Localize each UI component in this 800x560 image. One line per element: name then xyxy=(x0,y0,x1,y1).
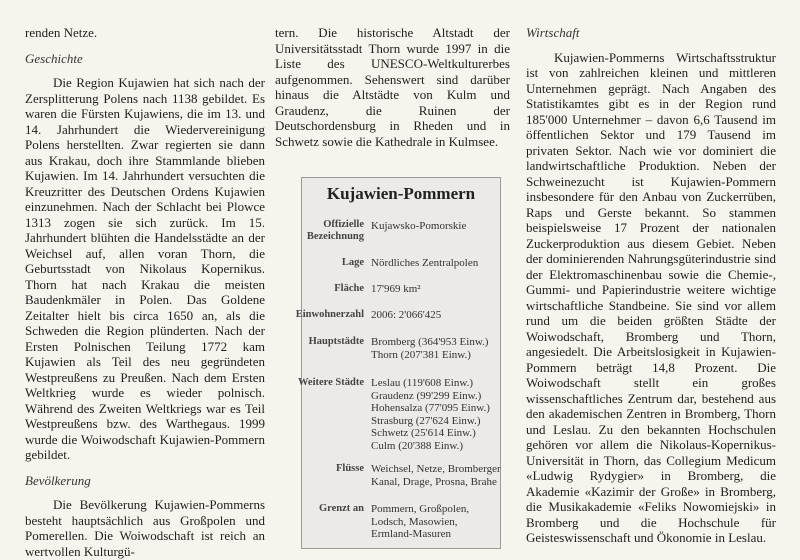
fact-value-grenzt-an: Pommern, Großpolen, Lodsch, Masowien, Ermland-Masuren xyxy=(371,503,470,540)
fact-box-title: Kujawien-Pommern xyxy=(326,184,476,203)
fact-label-flaeche: Fläche xyxy=(334,283,364,294)
fact-label-hauptstaedte: Hauptstädte xyxy=(308,336,364,347)
fact-label-lage: Lage xyxy=(341,257,364,268)
heading-geschichte: Geschichte xyxy=(25,50,83,66)
fact-label-grenzt-an: Grenzt an xyxy=(318,503,364,514)
fact-value-hauptstaedte: Bromberg (364'953 Einw.) Thorn (207'381 Einw.) xyxy=(371,336,489,361)
heading-wirtschaft: Wirtschaft xyxy=(526,25,580,40)
fact-value-bezeichnung: Kujawsko-Pomorskie xyxy=(371,220,467,232)
right-column xyxy=(526,25,776,546)
fact-box xyxy=(295,177,501,549)
fact-label-bezeichnung: Offizielle Bezeichnung xyxy=(306,219,364,242)
fact-label-einwohnerzahl: Einwohnerzahl xyxy=(295,309,364,320)
heading-bevoelkerung: Bevölkerung xyxy=(25,472,91,488)
fact-label-fluesse: Flüsse xyxy=(335,463,364,474)
population-paragraph: Die Bevölkerung Kujawien-Pommerns besteht hauptsächlich aus Großpolen und Pomerellen. Die Woiwodschaft ist reich an wertvollen Kulturgü- xyxy=(25,497,265,559)
economy-paragraph: Kujawien-Pommerns Wirtschaftsstruktur ist von zahlreichen kleinen und mittleren Unternehmen geprägt. Nach Angaben des Statistikamtes gibt es in der Region rund 185'000 Unternehmer – davon 6,6 Tausend im öffentlichen Sektor und 179 Tausend im privaten Sektor. Nach wie vor dominiert die landwirtschaftliche Produktion. Neben der Schweinezucht ist Kujawien-Pommern insbesondere für den Anbau von Zuckerrüben, Raps und Gerste bekannt. So stammen beispielsweise 17 Prozent der nationalen Zuckerproduktion aus diesem Gebiet. Neben der dominierenden Nahrungsgüterindustrie sind der Elektromaschinenbau sowie die Chemie-, Gummi- und Papierindustrie weitere wichtige wirtschaftliche Standbeine. Sie sind vor allem rund um die beiden größten Städte der Woiwodschaft, Bromberg und Thorn, angesiedelt. Die Arbeitslosigkeit in Kujawien-Pommern beträgt 14,8 Prozent. Die Woiwodschaft stellt ein großes wissenschaftliches Zentrum dar, bestehend aus den akademischen Zentren in Bromberg, Thorn und Leslau. Zu den bekannten Hochschulen gehören vor allem die Nikolaus-Kopernikus-Universität in Thorn, das Collegium Medicum «Ludwig Rydygier» in Bromberg, die Akademie «Kazimir der Große» in Bromberg, die Musikakademie «Feliks Nowomiejski» in Bromberg und die Hochschule für Geisteswissenschaft und Ökonomie in Leslau. xyxy=(526,49,776,545)
fact-label-weitere-staedte: Weitere Städte xyxy=(298,377,364,388)
left-column xyxy=(25,25,265,559)
middle-paragraph: tern. Die historische Altstadt der Universitätsstadt Thorn wurde 1997 in die Liste des UNESCO-Weltkulturerbes aufgenommen. Sehenswert sind darüber hinaus die Altstädte von Kulm und Graudenz, die Ruinen der Deutschordensburg in Rheden und in Schwetz sowie die Kathedrale in Kulmsee. xyxy=(275,25,510,149)
intro-fragment: renden Netze. xyxy=(25,25,98,40)
fact-value-einwohnerzahl: 2006: 2'066'425 xyxy=(371,309,442,321)
history-paragraph: Die Region Kujawien hat sich nach der Zersplitterung Polens nach 1138 gebildet. Es waren die Fürsten Kujawiens, die im 13. und 14. Jahrhundert die Wiedervereinigung Polens herstellten. Zwar regierten sie dann aus Krakau, doch ihre Stammlande blieben Kujawien. Im 14. Jahrhundert versuchten die Kreuzritter des Deutschen Ordens Kujawien einzunehmen. Nach der Schlacht bei Plowce 1313 zogen sie sich zurück. Im 15. Jahrhundert blühten die Handelsstädte an der Weichsel auf, allen voran Thorn, die Geburtsstadt von Nikolaus Kopernikus. Thorn hat nach Krakau die meisten Baudenkmäler in Polen. Das Goldene Zeitalter hielt bis circa 1650 an, als die Schweden die Region plünderten. Nach der Ersten Polnischen Teilung 1772 kam Kujawien als Teil des neu gegründeten Westpreußens zu Preußen. Nach dem Ersten Weltkrieg wurde es wieder polnisch. Während des Zweiten Weltkriegs war es Teil Westpreußens bzw. des Warthegaus. 1999 wurde die Woiwodschaft Kujawien-Pommern gebildet. xyxy=(25,75,265,462)
fact-value-weitere-staedte: Leslau (119'608 Einw.) Graudenz (99'299 Einw.) Hohensalza (77'095 Einw.) Strasburg (27'624 Einw.) Schwetz (25'614 Einw.) Culm (20'388 Einw.) xyxy=(371,377,490,452)
fact-value-lage: Nördliches Zentralpolen xyxy=(371,257,479,269)
fact-value-fluesse: Weichsel, Netze, Bromberger Kanal, Drage, Prosna, Brahe xyxy=(371,463,501,488)
fact-value-flaeche: 17'969 km² xyxy=(371,283,421,295)
middle-column xyxy=(275,25,510,149)
